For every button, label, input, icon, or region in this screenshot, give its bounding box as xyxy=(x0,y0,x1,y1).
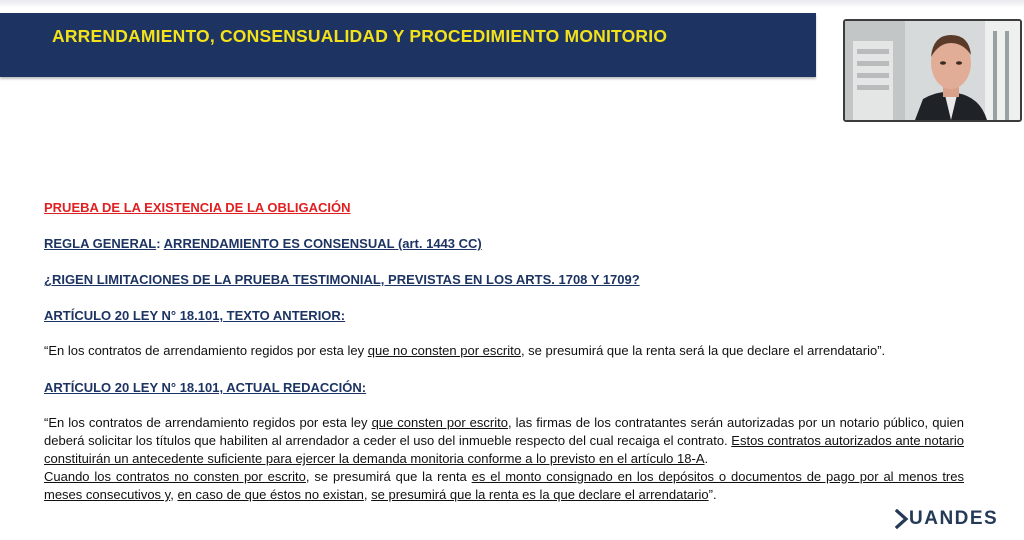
article-current-heading: ARTÍCULO 20 LEY N° 18.101, ACTUAL REDACCIÓN: xyxy=(44,380,367,395)
general-rule-value: ARRENDAMIENTO ES CONSENSUAL (art. 1443 CC) xyxy=(163,236,482,251)
text-underlined: que no consten por escrito xyxy=(367,343,521,358)
article-current-text xyxy=(44,414,964,504)
heading-proof: PRUEBA DE LA EXISTENCIA DE LA OBLIGACIÓN xyxy=(44,200,351,215)
general-rule-separator: : xyxy=(156,236,164,251)
article-previous-text xyxy=(44,342,964,360)
text-underlined: en caso de que éstos no existan xyxy=(177,487,364,502)
text-segment: “En los contratos de arrendamiento regidos por esta ley xyxy=(44,343,368,358)
text-underlined: se presumirá que la renta es la que declare el arrendatario xyxy=(371,487,709,502)
text-segment: , se presumirá que la renta será la que declare el arrendatario”. xyxy=(520,343,886,358)
slide-title: ARRENDAMIENTO, CONSENSUALIDAD Y PROCEDIMIENTO MONITORIO xyxy=(52,26,668,46)
testimonial-question: ¿RIGEN LIMITACIONES DE LA PRUEBA TESTIMONIAL, PREVISTAS EN LOS ARTS. 1708 Y 1709? xyxy=(44,272,640,287)
text-underlined: que consten por escrito xyxy=(371,415,508,430)
uandes-logo xyxy=(895,508,998,530)
text-underlined: Cuando los contratos no consten por escrito xyxy=(44,469,306,484)
text-segment: , xyxy=(170,487,178,502)
text-segment: , las firmas de los contratantes serán autorizadas por un notario público, quien deberá solicitar los títulos que habiliten al arrendador a ceder el uso del inmueble respecto del cual recaiga el contrato. xyxy=(44,415,965,448)
text-underlined: es el monto consignado en los depósitos o documentos de pago por al menos tres meses consecutivos y xyxy=(44,469,964,502)
article-previous-heading: ARTÍCULO 20 LEY N° 18.101, TEXTO ANTERIOR: xyxy=(44,308,346,323)
logo-text: UANDES xyxy=(909,508,999,529)
presenter-video[interactable] xyxy=(843,19,1022,122)
general-rule xyxy=(44,236,482,251)
general-rule-label: REGLA GENERAL xyxy=(44,236,157,251)
chevron-right-icon xyxy=(895,509,909,529)
text-segment: , xyxy=(363,487,372,502)
presenter-avatar-icon xyxy=(845,21,1020,120)
text-segment: ”. xyxy=(708,487,717,502)
text-segment: “En los contratos de arrendamiento regidos por esta ley xyxy=(44,415,372,430)
text-segment: . xyxy=(704,451,709,466)
text-underlined: Estos contratos autorizados ante notario constituirán un antecedente suficiente para ejercer la demanda monitoria conforme a lo previsto en el artículo 18-A xyxy=(44,433,964,466)
text-segment: , se presumirá que la renta xyxy=(305,469,472,484)
window-top-edge xyxy=(0,0,1024,8)
